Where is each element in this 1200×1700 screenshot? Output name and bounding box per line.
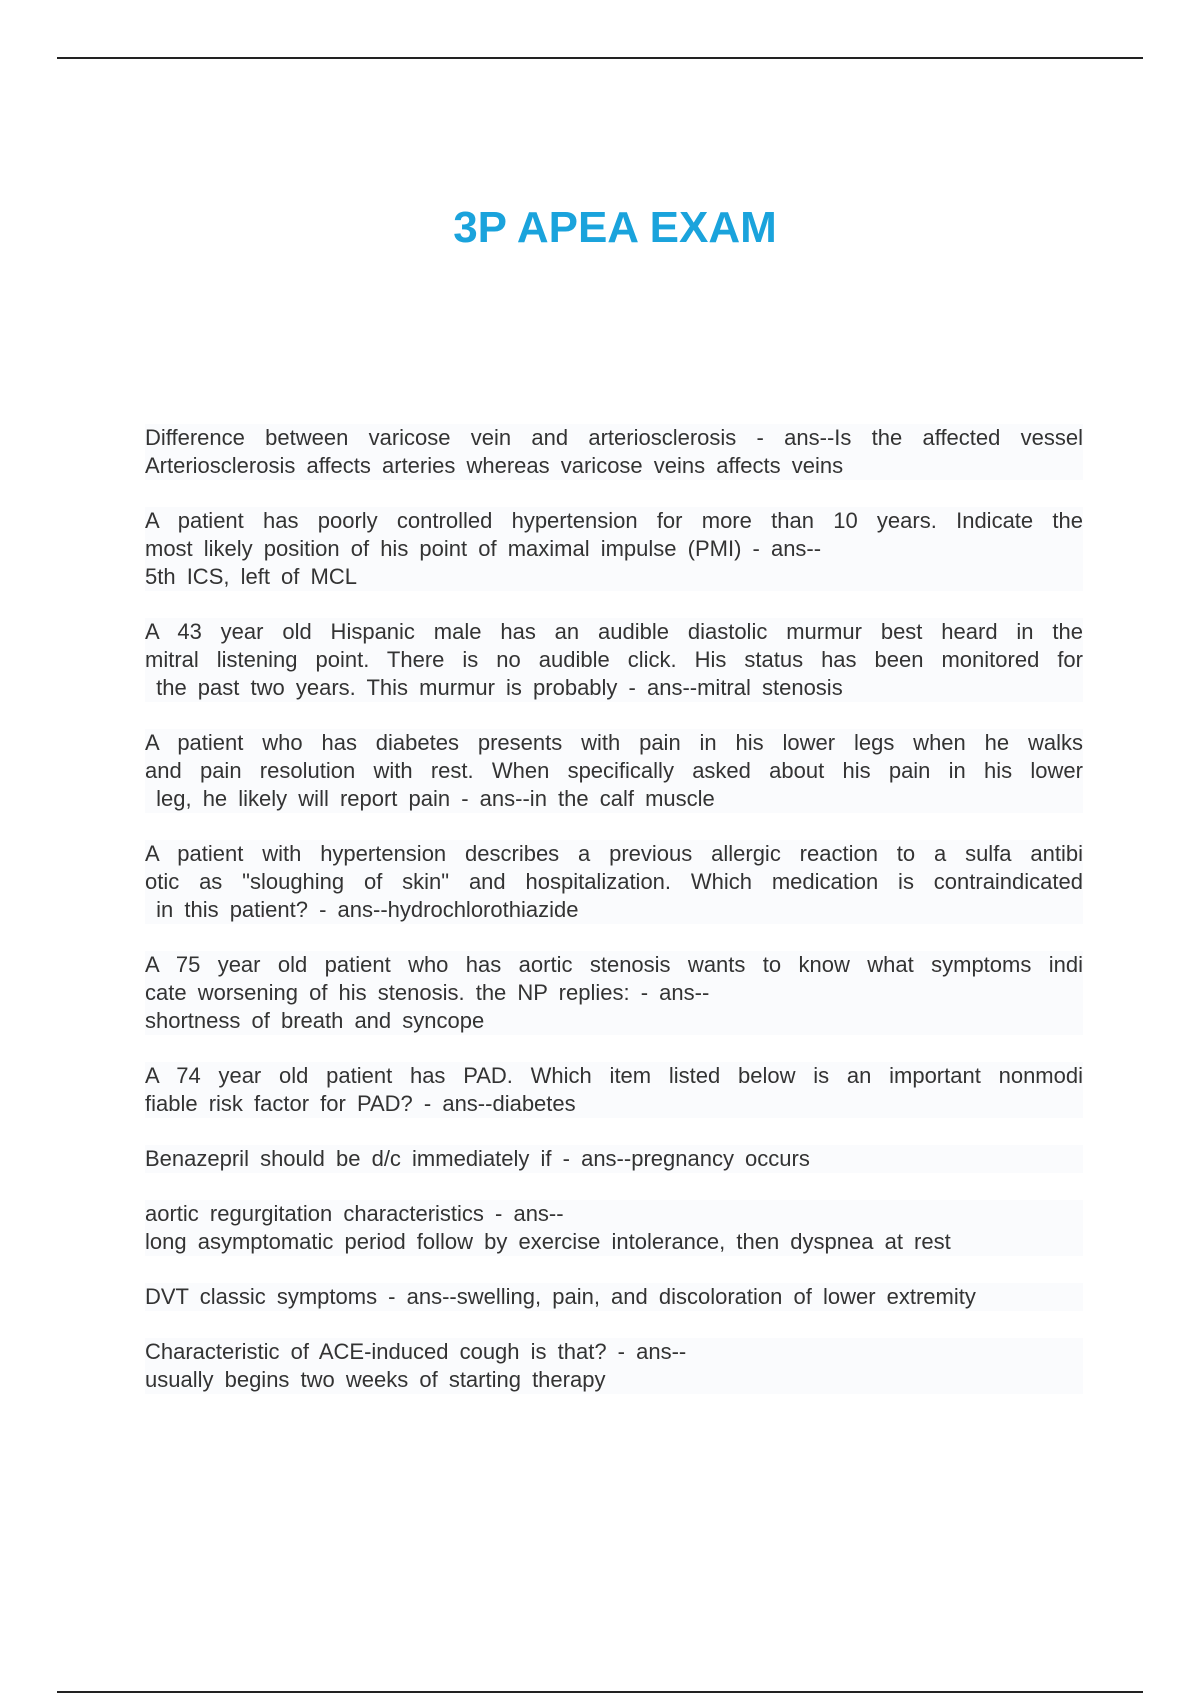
qa-list — [145, 424, 1083, 1421]
qa-line: and pain resolution with rest. When specifically asked about his pain in his lower — [145, 758, 1083, 783]
qa-line: in this patient? - ans--hydrochlorothiazide — [145, 896, 1083, 924]
qa-line: shortness of breath and syncope — [145, 1007, 1083, 1035]
qa-item — [145, 1145, 1083, 1173]
qa-line: fiable risk factor for PAD? - ans--diabetes — [145, 1090, 1083, 1118]
qa-line: mitral listening point. There is no audible click. His status has been monitored for — [145, 647, 1083, 672]
qa-line: Characteristic of ACE-induced cough is that? - ans-- — [145, 1338, 1083, 1366]
qa-line: long asymptomatic period follow by exercise intolerance, then dyspnea at rest — [145, 1228, 1083, 1256]
qa-item — [145, 1062, 1083, 1118]
qa-line: the past two years. This murmur is probably - ans--mitral stenosis — [145, 674, 1083, 702]
qa-line: Difference between varicose vein and arteriosclerosis - ans--Is the affected vessel — [145, 425, 1083, 450]
qa-item — [145, 507, 1083, 591]
qa-line: cate worsening of his stenosis. the NP replies: - ans-- — [145, 979, 1083, 1007]
qa-item — [145, 1200, 1083, 1256]
qa-item — [145, 618, 1083, 702]
document-title: 3P APEA EXAM — [453, 203, 777, 253]
qa-line: A 74 year old patient has PAD. Which item listed below is an important nonmodi — [145, 1063, 1083, 1088]
qa-item — [145, 1338, 1083, 1394]
qa-line: Arteriosclerosis affects arteries whereas varicose veins affects veins — [145, 452, 1083, 480]
qa-line: A 75 year old patient who has aortic stenosis wants to know what symptoms indi — [145, 952, 1083, 977]
qa-line: Benazepril should be d/c immediately if - ans--pregnancy occurs — [145, 1145, 1083, 1173]
qa-line: leg, he likely will report pain - ans--in the calf muscle — [145, 785, 1083, 813]
qa-item — [145, 1283, 1083, 1311]
qa-line: otic as "sloughing of skin" and hospitalization. Which medication is contraindicated — [145, 869, 1083, 894]
qa-item — [145, 840, 1083, 924]
qa-line: 5th ICS, left of MCL — [145, 563, 1083, 591]
qa-line: A 43 year old Hispanic male has an audible diastolic murmur best heard in the — [145, 619, 1083, 644]
qa-item — [145, 729, 1083, 813]
qa-line: DVT classic symptoms - ans--swelling, pain, and discoloration of lower extremity — [145, 1283, 1083, 1311]
qa-line: usually begins two weeks of starting therapy — [145, 1366, 1083, 1394]
footer-rule — [57, 1691, 1143, 1693]
qa-line: most likely position of his point of maximal impulse (PMI) - ans-- — [145, 535, 1083, 563]
qa-line: A patient has poorly controlled hypertension for more than 10 years. Indicate the — [145, 508, 1083, 533]
qa-item — [145, 424, 1083, 480]
header-rule — [57, 57, 1143, 59]
qa-line: aortic regurgitation characteristics - ans-- — [145, 1200, 1083, 1228]
qa-item — [145, 951, 1083, 1035]
qa-line: A patient with hypertension describes a previous allergic reaction to a sulfa antibi — [145, 841, 1083, 866]
qa-line: A patient who has diabetes presents with pain in his lower legs when he walks — [145, 730, 1083, 755]
